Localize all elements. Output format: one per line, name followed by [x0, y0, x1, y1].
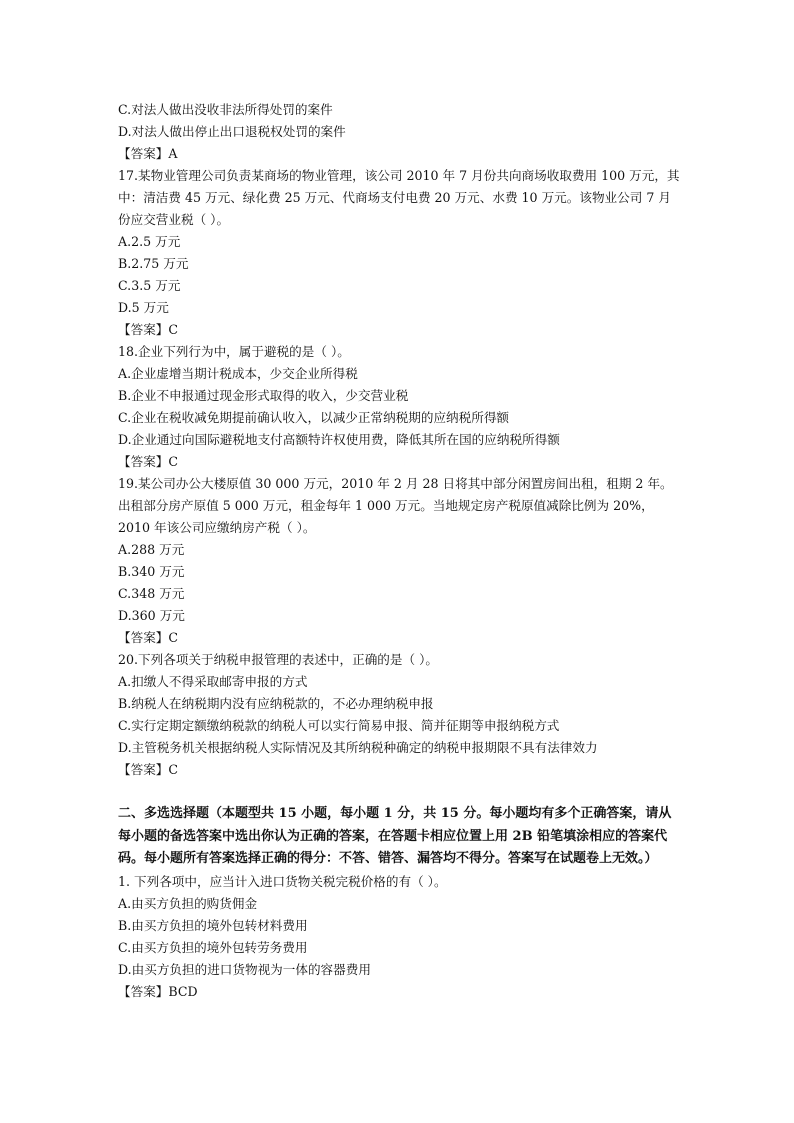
option-b: B.340 万元	[118, 564, 185, 579]
option-d: D.企业通过向国际避税地支付高额特许权使用费，降低其所在国的应纳税所得额	[118, 432, 560, 447]
document-page	[118, 99, 680, 1003]
question-16	[118, 99, 680, 165]
multi-question-1	[118, 871, 680, 1003]
option-c: C.由买方负担的境外包转劳务费用	[118, 939, 308, 955]
option-d: D.主管税务机关根据纳税人实际情况及其所纳税种确定的纳税申报期限不具有法律效力	[118, 740, 598, 755]
question-stem: 18.企业下列行为中，属于避税的是（ ）。	[118, 344, 350, 359]
option-c: C.348 万元	[118, 586, 185, 601]
option-d: D.对法人做出停止出口退税权处罚的案件	[118, 124, 346, 139]
option-a: A.2.5 万元	[118, 234, 181, 249]
question-stem: 19.某公司办公大楼原值 30 000 万元，2010 年 2 月 28 日将其中部分闲置房间出租，租期 2 年。出租部分房产原值 5 000 万元，租金每年 1 000 万元。当地规定房产税原值减除比例为 20%，2010 年该公司应缴纳房产税（ ）。	[118, 476, 673, 535]
question-stem: 20.下列各项关于纳税申报管理的表述中，正确的是（ ）。	[118, 652, 438, 667]
answer: 【答案】C	[118, 322, 179, 337]
option-d: D.360 万元	[118, 608, 185, 623]
answer: 【答案】C	[118, 630, 179, 645]
option-d: D.5 万元	[118, 300, 169, 315]
option-b: B.纳税人在纳税期内没有应纳税款的，不必办理纳税申报	[118, 696, 434, 711]
answer: 【答案】C	[118, 762, 179, 777]
answer: 【答案】A	[118, 146, 178, 161]
question-19	[118, 473, 680, 649]
option-d: D.由买方负担的进口货物视为一体的容器费用	[118, 961, 371, 977]
option-c: C.企业在税收减免期提前确认收入，以减少正常纳税期的应纳税所得额	[118, 410, 510, 425]
option-b: B.企业不申报通过现金形式取得的收入，少交营业税	[118, 388, 409, 403]
option-c: C.3.5 万元	[118, 278, 181, 293]
question-stem: 1. 下列各项中，应当计入进口货物关税完税价格的有（ ）。	[118, 873, 447, 889]
section-heading: 二、多选选择题（本题型共 15 小题，每小题 1 分，共 15 分。每小题均有多个正确答案，请从每小题的备选答案中选出你认为正确的答案，在答题卡相应位置上用 2B 铅笔填涂相应的答案代码。每小题所有答案选择正确的得分：不答、错答、漏答均不得分。答案写在试题卷上无效。）	[118, 806, 672, 866]
option-b: B.2.75 万元	[118, 256, 189, 271]
question-18	[118, 341, 680, 473]
answer: 【答案】C	[118, 454, 179, 469]
question-stem: 17.某物业管理公司负责某商场的物业管理，该公司 2010 年 7 月份共向商场收取费用 100 万元，其中：清洁费 45 万元、绿化费 25 万元、代商场支付电费 20 万元、水费 10 万元。该物业公司 7 月份应交营业税（ ）。	[118, 168, 680, 227]
option-a: A.企业虚增当期计税成本，少交企业所得税	[118, 366, 358, 381]
section-spacer	[118, 781, 680, 803]
answer: 【答案】BCD	[118, 983, 198, 999]
option-c: C.实行定期定额缴纳税款的纳税人可以实行简易申报、简并征期等申报纳税方式	[118, 718, 560, 733]
option-a: A.由买方负担的购货佣金	[118, 895, 258, 911]
option-c: C.对法人做出没收非法所得处罚的案件	[118, 102, 333, 117]
option-a: A.扣缴人不得采取邮寄申报的方式	[118, 674, 308, 689]
question-20	[118, 649, 680, 781]
question-17	[118, 165, 680, 341]
option-b: B.由买方负担的境外包转材料费用	[118, 917, 308, 933]
option-a: A.288 万元	[118, 542, 185, 557]
